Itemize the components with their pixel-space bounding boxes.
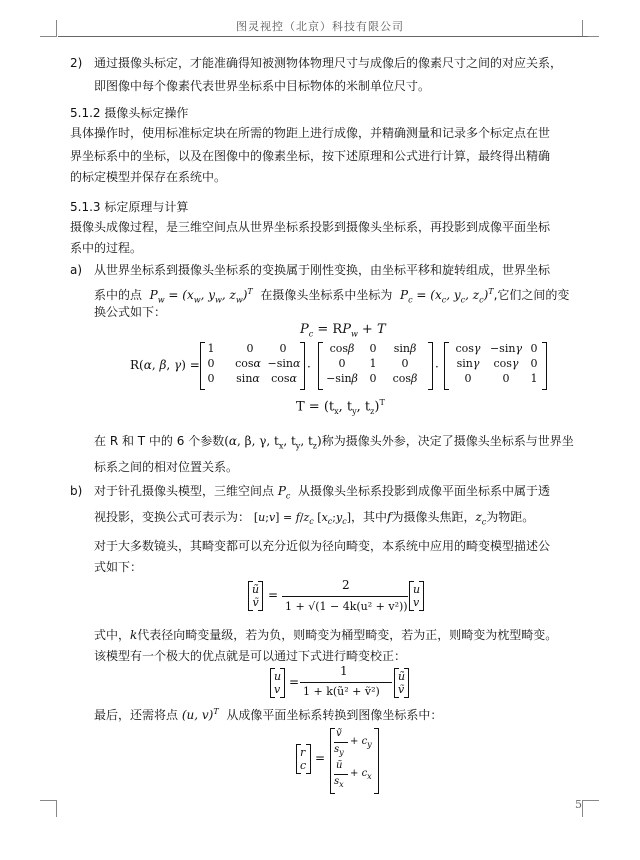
equation-translation: $T = (t_x$, $t_y$, $t_z)^T$ bbox=[296, 398, 385, 416]
item-b-line7: 最后，还需将点 (u, v)$^T$ 从成像平面坐标系转换到图像坐标系中： bbox=[94, 707, 443, 722]
item-a-after2: 标系之间的相对位置关系。 bbox=[94, 460, 239, 474]
sec513-line1: 摄像头成像过程，是三维空间点从世界坐标系投影到摄像头坐标系，再投影到成像平面坐标 bbox=[70, 220, 551, 234]
section-5-1-2-title: 5.1.2 摄像头标定操作 bbox=[70, 106, 189, 120]
item-b-line4: 式如下： bbox=[94, 560, 143, 574]
section-5-1-3-title: 5.1.3 标定原理与计算 bbox=[70, 200, 189, 214]
matrix2-bracket-right bbox=[428, 342, 433, 390]
crop-mark-br bbox=[582, 800, 599, 817]
matrix3: cosγ −sinγ 0 sinγ cosγ 0 0 0 1 bbox=[455, 342, 538, 385]
sec512-line2: 界坐标系中的坐标，以及在图像中的像素坐标，按下述原理和公式进行计算，最终得出精确 bbox=[70, 149, 551, 163]
header-rule bbox=[58, 36, 588, 37]
matrix3-bracket-right bbox=[542, 342, 547, 390]
page-header: 图灵视控（北京）科技有限公司 bbox=[236, 20, 404, 33]
item-a-line3: 换公式如下： bbox=[94, 305, 167, 319]
item-a-line1: 从世界坐标系到摄像头坐标系的变换属于刚性变换，由坐标平移和旋转组成，世界坐标 bbox=[94, 263, 551, 277]
item-b-line5: 式中，k代表径向畸变量级，若为负，则畸变为桶型畸变，若为正，则畸变为枕型畸变。 bbox=[94, 628, 558, 642]
item-a-line2: 系中的点 $P_w = (x_w$, $y_w$, $z_w)^T$ 在摄像头坐标系中坐标为 $P_c = (x_c$, $y_c$, $z_c)^T$,它们之间的变 bbox=[94, 287, 570, 305]
matrix1: 1 0 0 0 cosα −sinα 0 sinα cosα bbox=[207, 342, 301, 385]
point-pw: $P_w = (x_w$, $y_w$, $z_w)^T$ bbox=[145, 287, 253, 305]
sec512-line3: 的标定模型并保存在系统中。 bbox=[70, 170, 227, 184]
matrix2: cosβ 0 sinβ 0 1 0 −sinβ 0 cosβ bbox=[326, 342, 418, 385]
equation-pc: $P_c = RP_w + T$ bbox=[300, 322, 386, 339]
extrinsic-params: (α, β, γ, $t_x$, $t_y$, $t_z$) bbox=[224, 434, 322, 451]
item-b-label: b) bbox=[70, 484, 83, 498]
rotation-lhs: R(α, β, γ) = bbox=[130, 358, 200, 372]
item-a-label: a) bbox=[70, 263, 83, 277]
item-b-line3: 对于大多数镜头，其畸变都可以充分近似为径向畸变，本系统中应用的畸变模型描述公 bbox=[94, 539, 551, 553]
point-pc: $P_c = (x_c$, $y_c$, $z_c)^T$ bbox=[396, 287, 494, 305]
item2-line1: 通过摄像头标定，才能准确得知被测物体物理尺寸与成像后的像素尺寸之间的对应关系， bbox=[94, 56, 563, 70]
crop-mark-bl bbox=[40, 800, 57, 817]
page-number: 5 bbox=[575, 798, 582, 811]
item-a-after1: 在 R 和 T 中的 6 个参数(α, β, γ, $t_x$, $t_y$, $t_z$)称为摄像头外参，决定了摄像头坐标系与世界坐 bbox=[94, 434, 574, 451]
projection-formula: [u;v] = $f/z_c$ $[x_c;y_c]$ bbox=[253, 511, 351, 527]
item-b-line6: 该模型有一个极大的优点就是可以通过下式进行畸变校正： bbox=[94, 649, 407, 663]
item2-line2: 即图像中每个像素代表世界坐标系中目标物体的米制单位尺寸。 bbox=[94, 79, 431, 93]
item-b-line2: 视投影，变换公式可表示为： [u;v] = $f/z_c$ $[x_c;y_c]$，其中f为摄像头焦距，$z_c$为物距。 bbox=[94, 510, 535, 527]
item2-number: 2) bbox=[70, 56, 83, 70]
sec513-line2: 系中的过程。 bbox=[70, 241, 143, 255]
sec512-line1: 具体操作时，使用标准标定块在所需的物距上进行成像，并精确测量和记录多个标定点在世 bbox=[70, 126, 551, 140]
item-b-line1: 对于针孔摄像头模型，三维空间点 $P_c$ 从摄像头坐标系投影到成像平面坐标系中属于透 bbox=[94, 484, 551, 501]
document-page: 图灵视控（北京）科技有限公司 2) 通过摄像头标定，才能准确得知被测物体物理尺寸与成像后的像素尺寸之间的对应关系， 即图像中每个像素代表世界坐标系中目标物体的米制单位尺寸。 5.1.2 摄像头标定操作 具体操作时，使用标准标定块在所需的物距上进行成像，并精确测量和记录多个标定点在世 界坐标系中的坐标，以及在图像中的像素坐标，按下述原理和公式进行计算，最终得出精确 的标定模型并保存在系统中。 5.1.3 标定原理与计算 摄像头成像过程，是三维空间点从世界坐标系投影到摄像头坐标系，再投影到成像平面坐标 系中的过程。 a) 从世界坐标系到摄像头坐标系的变换属于刚性变换，由坐标平移和旋转组成，世界坐标 系中的点 $P_w = (x_w$, $y_w$, $z_w)^T$ 在摄像头坐标系中坐标为 $P_c = (x_c$, $y_c$, $z_c)^T$,它们之间的变 换公式如下： $P_c = RP_w + T$ R(α, β, γ) = 1 0 0 0 cosα −sinα 0 sinα cosα · cosβ 0 sinβ 0 1 0 −sinβ 0 cosβ · cosγ −sinγ 0 sinγ cosγ 0 0 0 1 $T = (t_x$, $t_y$, $t_z)^T$ 在 R 和 T 中的 6 个参数(α, β, γ, $t_x$, $t_y$, $t_z$)称为摄像头外参，决定了摄像头坐标系与世界坐 标系之间的相对位置关系。 b) 对于针孔摄像头模型，三维空间点 $P_c$ 从摄像头坐标系投影到成像平面坐标系中属于透 视投影，变换公式可表示为： [u;v] = $f/z_c$ $[x_c;y_c]$，其中f为摄像头焦距，$z_c$为物距。 对于大多数镜头，其畸变都可以充分近似为径向畸变，本系统中应用的畸变模型描述公 式如下： ũ ṽ = 2 1 + √(1 − 4k(u² + v²)) u v 式中，k代表径向畸变量级，若为负，则畸变为桶型畸变，若为正，则畸变为枕型畸变。 该模型有一个极大的优点就是可以通过下式进行畸变校正： u v = 1 1 + k(ũ² + ṽ²) ũ ṽ 最后，还需将点 (u, v)$^T$ 从成像平面坐标系转换到图像坐标系中： r c = ṽ $s_y$ + $c_y$ ũ $s_x$ + $c_x$ 5 bbox=[0, 0, 640, 860]
